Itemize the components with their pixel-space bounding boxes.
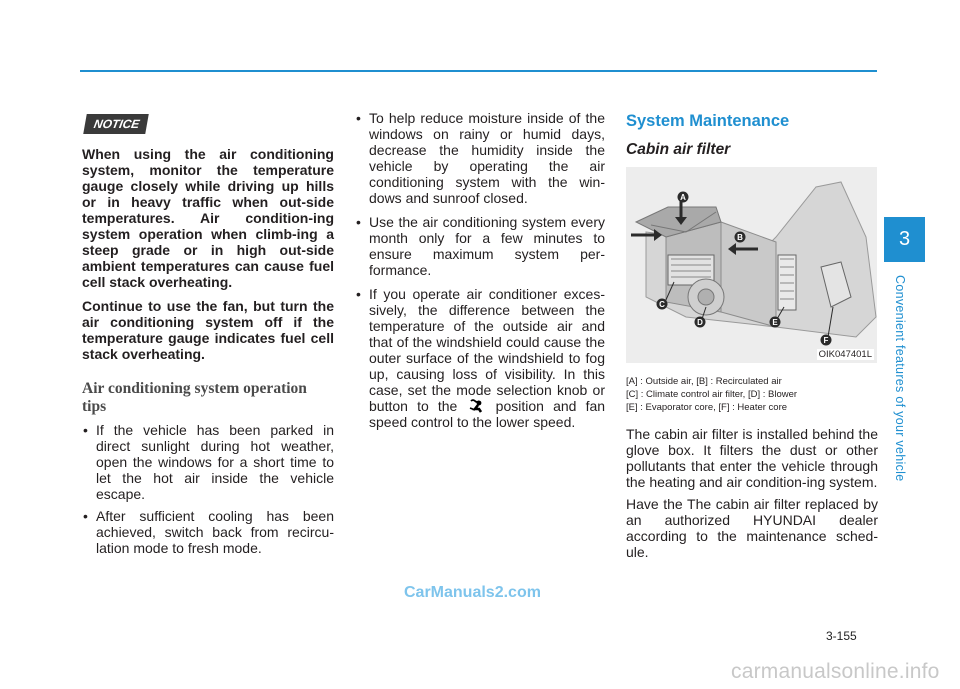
list-item: [355, 214, 605, 278]
floor-defrost-mode-icon: [467, 399, 487, 413]
notice-paragraph: When using the air conditioning system, monitor the temperature gauge closely while driving up hills or in heavy traffic when out-side temperatures. Air condition-ing system operation when climb-ing a steep grade or in high out-side ambient temperatures can cause fuel cell stack overheating.: [82, 146, 334, 290]
notice-badge: NOTICE: [83, 114, 149, 134]
list-item: [82, 422, 334, 502]
watermark-site: carmanualsonline.info: [731, 660, 940, 683]
page-number: 3-155: [826, 629, 857, 643]
bullet: •: [83, 422, 88, 438]
list-item-text: Use the air conditioning system every month only for a few minutes to ensure maximum system per-formance.: [369, 214, 605, 278]
figure-code: OIK047401L: [818, 349, 872, 360]
header-rule: [80, 70, 877, 72]
hvac-diagram: [626, 167, 877, 363]
tips-list-left: [82, 422, 334, 556]
bullet: •: [83, 508, 88, 524]
list-item: [355, 286, 605, 430]
figure-label-b: B: [737, 233, 743, 242]
watermark-carmanuals[interactable]: CarManuals2.com: [404, 584, 541, 601]
column-right: [626, 108, 878, 560]
caption-line: [A] : Outside air, [B] : Recirculated air: [626, 376, 782, 387]
list-item-text: If you operate air conditioner exces-sively, the difference between the temperature of the outside air and that of the windshield could cause the outer surface of the windshield to fog up, causing loss of visibility. In this case, set the mode selection knob or button to the: [369, 286, 605, 414]
caption-line: [E] : Evaporator core, [F] : Heater core: [626, 402, 788, 413]
column-left: [82, 108, 334, 562]
figure-label-d: D: [697, 318, 703, 327]
bullet: •: [356, 214, 361, 230]
bullet: •: [356, 110, 361, 126]
tips-list-middle: [355, 110, 605, 430]
list-item-text: After sufficient cooling has been achieved, switch back from recircu-lation mode to fresh mode.: [96, 508, 334, 556]
section-title: System Maintenance: [626, 112, 790, 130]
maintenance-paragraph: The cabin air filter is installed behind the glove box. It filters the dust or other pollutants that enter the vehicle through the heating and air condition-ing system.: [626, 426, 878, 490]
figure-caption: [626, 375, 878, 414]
figure-label-a: A: [680, 193, 686, 202]
tips-heading: Air conditioning system operation tips: [82, 380, 307, 415]
figure-label-c: C: [659, 300, 665, 309]
list-item-text-end: position and fan speed control to the lower speed.: [369, 398, 606, 430]
column-middle: [355, 110, 605, 438]
chapter-title: Convenient features of your vehicle: [893, 275, 907, 482]
list-item: [355, 110, 605, 206]
figure-label-f: F: [823, 336, 829, 345]
figure-label-e: E: [772, 318, 778, 327]
caption-line: [C] : Climate control air filter, [D] : Blower: [626, 389, 798, 400]
subsection-title: Cabin air filter: [626, 141, 731, 158]
list-item-text: If the vehicle has been parked in direct sunlight during hot weather, open the windows for a short time to let the hot air inside the vehicle escape.: [96, 422, 334, 502]
cabin-air-filter-figure: [626, 167, 877, 363]
chapter-tab: 3: [884, 217, 925, 262]
list-item-text: To help reduce moisture inside of the windows on rainy or humid days, decrease the humidity inside the vehicle by operating the air conditioning system with the win-dows and sunroof closed.: [369, 110, 605, 206]
maintenance-paragraph: Have the The cabin air filter replaced by an authorized HYUNDAI dealer according to the maintenance sched-ule.: [626, 496, 878, 560]
list-item: [82, 508, 334, 556]
notice-paragraph: Continue to use the fan, but turn the air conditioning system off if the temperature gauge indicates fuel cell stack overheating.: [82, 298, 334, 362]
bullet: •: [356, 286, 361, 302]
